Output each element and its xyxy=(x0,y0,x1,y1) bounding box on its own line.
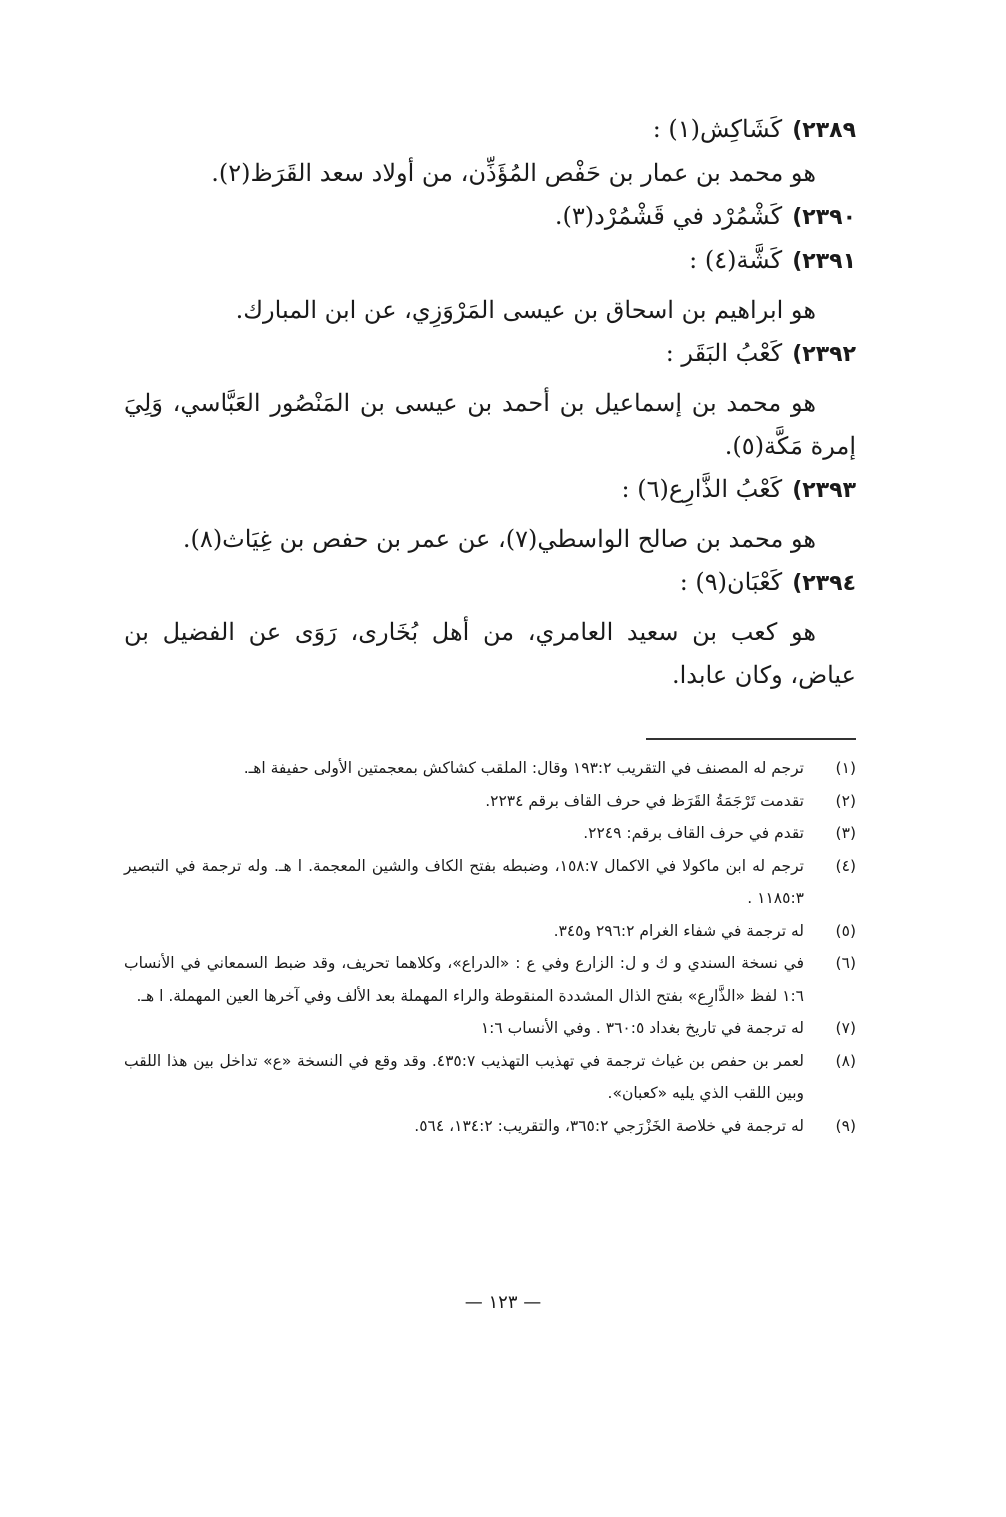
entry-2392 xyxy=(124,332,856,468)
footnote-number: (١) xyxy=(835,759,856,777)
footnote-text: في نسخة السندي و ك و ل: الزارع وفي ع : «الدراع»، وكلاهما تحريف، وقد ضبط السمعاني في الأنساب ١:٦ لفظ «الذَّارِع» بفتح الذال المشددة المنقوطة والراء المهملة بعد الألف وفي آخرها العين المهملة. ا هـ. xyxy=(124,954,804,1005)
entry-heading xyxy=(124,561,856,605)
footnote-number: (٢) xyxy=(835,791,856,810)
entry-text: هو محمد بن عمار بن حَفْص المُؤَذِّن، من أولاد سعد القَرَظ(٢). xyxy=(211,159,816,187)
footnotes xyxy=(124,752,856,1142)
footnote-text: لعمر بن حفص بن غياث ترجمة في تهذيب التهذيب ٤٣٥:٧. وقد وقع في النسخة «ع» تداخل بين هذا اللقب وبين اللقب الذي يليه «كعبان». xyxy=(124,1051,804,1102)
footnote-8 xyxy=(124,1045,856,1110)
entry-number: ٢٣٩٤) xyxy=(792,571,856,596)
footnote-number: (٥) xyxy=(835,921,856,940)
footnote-number: (٦) xyxy=(835,954,856,972)
entry-2389 xyxy=(124,108,856,195)
entry-number: ٢٣٩٠) xyxy=(792,205,856,230)
footnote-5 xyxy=(124,915,856,948)
entry-text: هو ابراهيم بن اسحاق بن عيسى المَرْوَزِي، عن ابن المبارك. xyxy=(235,296,816,324)
entry-title: كَعْبُ الذَّارِع(٦) : xyxy=(621,475,783,503)
entry-2393 xyxy=(124,468,856,561)
entry-heading xyxy=(124,239,856,283)
footnote-text: له ترجمة في خلاصة الخَزْرَجي ٣٦٥:٢، والتقريب: ١٣٤:٢، ٥٦٤. xyxy=(414,1116,804,1135)
footnote-divider xyxy=(646,738,856,740)
footnote-number: (٤) xyxy=(835,856,856,875)
footnote-text: تقدمت تَرْجَمَةُ القَرَظ في حرف القاف برقم ٢٢٣٤. xyxy=(485,791,804,810)
footnote-number: (٣) xyxy=(835,824,856,842)
page-number: — ١٢٣ — xyxy=(464,1292,542,1313)
main-text xyxy=(124,108,856,697)
entry-2394 xyxy=(124,561,856,697)
footnote-2 xyxy=(124,785,856,818)
footnote-text: له ترجمة في شفاء الغرام ٢٩٦:٢ و٣٤٥. xyxy=(553,921,804,940)
footnote-1 xyxy=(124,752,856,785)
entry-2391 xyxy=(124,239,856,332)
entry-title: كَشَاكِش(١) : xyxy=(652,115,783,143)
entry-title: كَعْبَان(٩) : xyxy=(679,568,783,596)
entry-title: كَشْمُرْد في قَشْمُرْد(٣). xyxy=(554,202,783,230)
entry-number: ٢٣٩٢) xyxy=(792,342,856,367)
footnote-text: ترجم له ابن ماكولا في الاكمال ١٥٨:٧، وضبطه بفتح الكاف والشين المعجمة. ا هـ. وله ترجمة في التبصير ١١٨٥:٣ . xyxy=(124,856,804,907)
footnote-number: (٧) xyxy=(835,1019,856,1037)
footnote-9 xyxy=(124,1110,856,1143)
footnote-text: له ترجمة في تاريخ بغداد ٣٦٠:٥ . وفي الأنساب ١:٦ xyxy=(480,1019,804,1037)
footnote-number: (٨) xyxy=(835,1051,856,1070)
entry-2390 xyxy=(124,195,856,239)
footnote-text: ترجم له المصنف في التقريب ١٩٣:٢ وقال: الملقب كشاكش بمعجمتين الأولى حفيفة اهـ. xyxy=(243,759,804,777)
entry-title: كَعْبُ البَقَر : xyxy=(665,339,783,367)
entry-number: ٢٣٩٣) xyxy=(792,478,856,503)
footnote-number: (٩) xyxy=(835,1116,856,1135)
footnote-4 xyxy=(124,850,856,915)
entry-heading xyxy=(124,108,856,152)
entry-number: ٢٣٨٩) xyxy=(792,118,856,143)
entry-text: هو محمد بن إسماعيل بن أحمد بن عيسى بن المَنْصُور العَبَّاسي، وَلِيَ إمرة مَكَّة(٥). xyxy=(124,389,856,460)
footnote-3 xyxy=(124,817,856,850)
footnote-7 xyxy=(124,1012,856,1045)
entry-title: كَشَّة(٤) : xyxy=(689,246,783,274)
entry-heading xyxy=(124,195,856,239)
footnote-text: تقدم في حرف القاف برقم: ٢٢٤٩. xyxy=(583,824,804,842)
footnote-6 xyxy=(124,947,856,1012)
entry-heading xyxy=(124,468,856,512)
entry-number: ٢٣٩١) xyxy=(792,249,856,274)
entry-text: هو محمد بن صالح الواسطي(٧)، عن عمر بن حفص بن غِيَاث(٨). xyxy=(182,525,816,553)
entry-text: هو كعب بن سعيد العامري، من أهل بُخَارى، رَوَى عن الفضيل بن عياض، وكان عابدا. xyxy=(124,618,856,689)
entry-heading xyxy=(124,332,856,376)
